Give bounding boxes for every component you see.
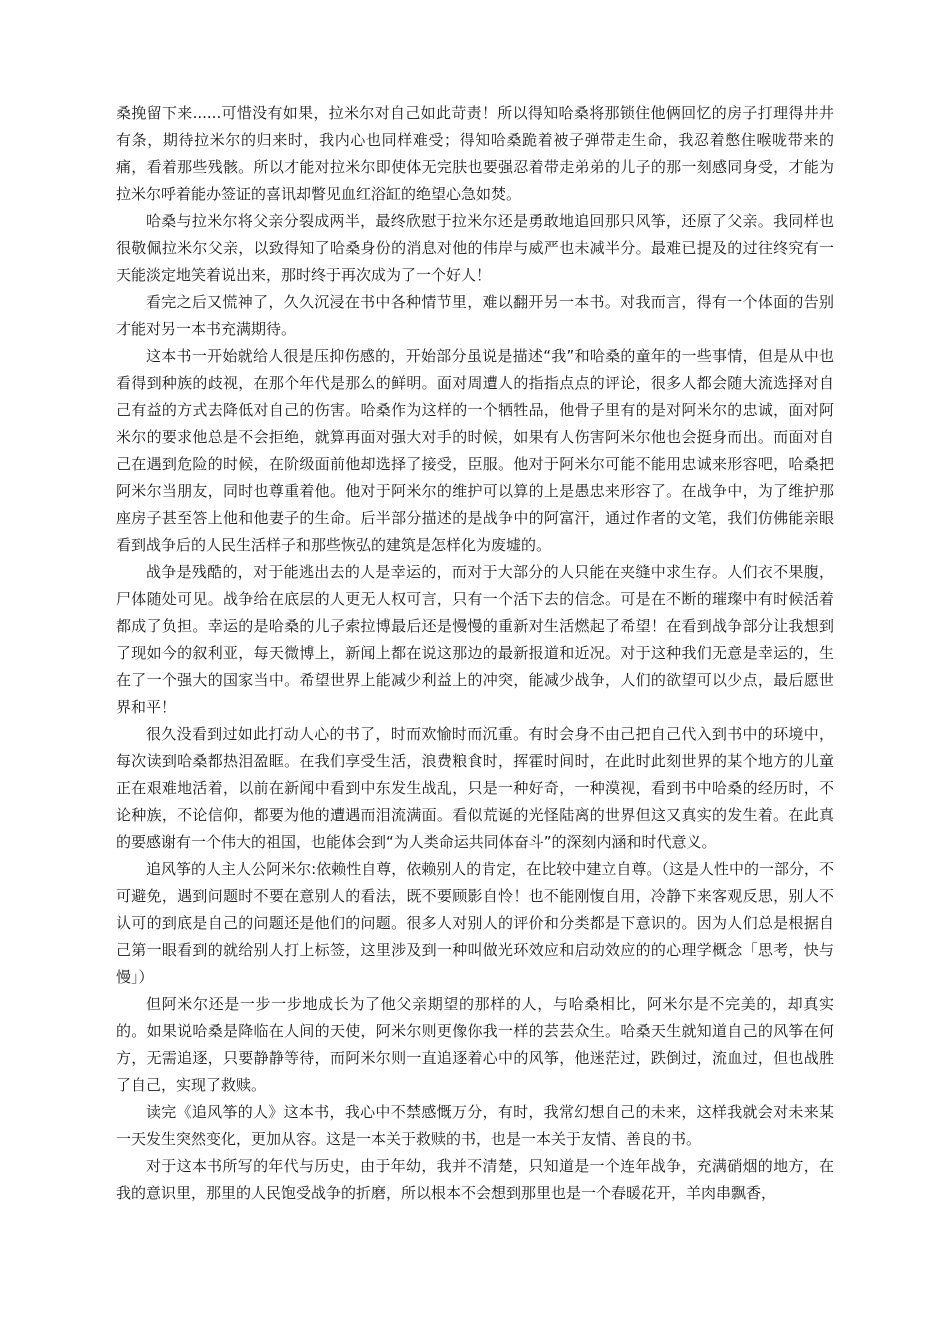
paragraph: 桑挽留下来......可惜没有如果，拉米尔对自己如此苛责！所以得知哈桑将那锁住他俩回忆的房子打理得井井有条，期待拉米尔的归来时，我内心也同样难受；得知哈桑跪着被子弹带走生命，我忍着憋住喉咙带来的痛，看着那些残骸。所以才能对拉米尔即使体无完肤也要强忍着带走弟弟的儿子的那一刻感同身受，才能为拉米尔呼着能办签证的喜讯却瞥见血红浴缸的绝望心急如焚。 [116,104,834,203]
paragraph: 追风筝的人主人公阿米尔:依赖性自尊，依赖别人的肯定，在比较中建立自尊。（这是人性中的一部分，不可避免，遇到问题时不要在意别人的看法，既不要顾影自怜！也不能刚愎自用，冷静下来客观反思，别人不认可的到底是自己的问题还是他们的问题。很多人对别人的评价和分类都是下意识的。因为人们总是根据自己第一眼看到的就给别人打上标签，这里涉及到一种叫做光环效应和启动效应的的心理学概念「思考，快与慢」） [116,860,834,986]
paragraph: 这本书一开始就给人很是压抑伤感的，开始部分虽说是描述“我”和哈桑的童年的一些事情，但是从中也看得到种族的歧视，在那个年代是那么的鲜明。面对周遭人的指指点点的评论，很多人都会随大流选择对自己有益的方式去降低对自己的伤害。哈桑作为这样的一个牺牲品，他骨子里有的是对阿米尔的忠诚，面对阿米尔的要求他总是不会拒绝，就算再面对强大对手的时候，如果有人伤害阿米尔他也会挺身而出。而面对自己在遇到危险的时候，在阶级面前他却选择了接受，臣服。他对于阿米尔可能不能用忠诚来形容吧，哈桑把阿米尔当朋友，同时也尊重着他。他对于阿米尔的维护可以算的上是愚忠来形容了。在战争中，为了维护那座房子甚至答上他和他妻子的生命。后半部分描述的是战争中的阿富汗，通过作者的文笔，我们仿佛能亲眼看到战争后的人民生活样子和那些恢弘的建筑是怎样化为废墟的。 [116,347,834,554]
paragraph: 看完之后又慌神了，久久沉浸在书中各种情节里，难以翻开另一本书。对我而言，得有一个体面的告别才能对另一本书充满期待。 [116,293,834,338]
paragraph: 很久没看到过如此打动人心的书了，时而欢愉时而沉重。有时会身不由己把自己代入到书中的环境中，每次读到哈桑都热泪盈眶。在我们享受生活，浪费粮食时，挥霍时间时，在此时此刻世界的某个地方的儿童正在艰难地活着，以前在新闻中看到中东发生战乱，只是一种好奇，一种漠视，看到书中哈桑的经历时，不论种族，不论信仰，都要为他的遭遇而泪流满面。看似荒诞的光怪陆离的世界但这又真实的发生着。在此真的要感谢有一个伟大的祖国，也能体会到“为人类命运共同体奋斗”的深刻内涵和时代意义。 [116,725,834,851]
paragraph: 哈桑与拉米尔将父亲分裂成两半，最终欣慰于拉米尔还是勇敢地追回那只风筝，还原了父亲。我同样也很敬佩拉米尔父亲，以致得知了哈桑身份的消息对他的伟岸与威严也未减半分。最难已提及的过往终究有一天能淡定地笑着说出来，那时终于再次成为了一个好人！ [116,212,834,284]
paragraph: 但阿米尔还是一步一步地成长为了他父亲期望的那样的人，与哈桑相比，阿米尔是不完美的，却真实的。如果说哈桑是降临在人间的天使，阿米尔则更像你我一样的芸芸众生。哈桑天生就知道自己的风筝在何方，无需追逐，只要静静等待，而阿米尔则一直追逐着心中的风筝，他迷茫过，跌倒过，流血过，但也战胜了自己，实现了救赎。 [116,995,834,1094]
paragraph: 对于这本书所写的年代与历史，由于年幼，我并不清楚，只知道是一个连年战争，充满硝烟的地方，在我的意识里，那里的人民饱受战争的折磨，所以根本不会想到那里也是一个春暖花开，羊肉串飘香， [116,1157,834,1202]
document-body [116,100,834,1207]
paragraph: 读完《追风筝的人》这本书，我心中不禁感慨万分，有时，我常幻想自己的未来，这样我就会对未来某一天发生突然变化，更加从容。这是一本关于救赎的书，也是一本关于友情、善良的书。 [116,1103,834,1148]
paragraph: 战争是残酷的，对于能逃出去的人是幸运的，而对于大部分的人只能在夹缝中求生存。人们衣不果腹，尸体随处可见。战争给在底层的人更无人权可言，只有一个活下去的信念。可是在不断的璀璨中有时候活着都成了负担。幸运的是哈桑的儿子索拉博最后还是慢慢的重新对生活燃起了希望！在看到战争部分让我想到了现如今的叙利亚，每天微博上，新闻上都在说这那边的最新报道和近况。对于这种我们无意是幸运的，生在了一个强大的国家当中。希望世界上能减少利益上的冲突，能减少战争，人们的欲望可以少点，最后愿世界和平！ [116,563,834,716]
